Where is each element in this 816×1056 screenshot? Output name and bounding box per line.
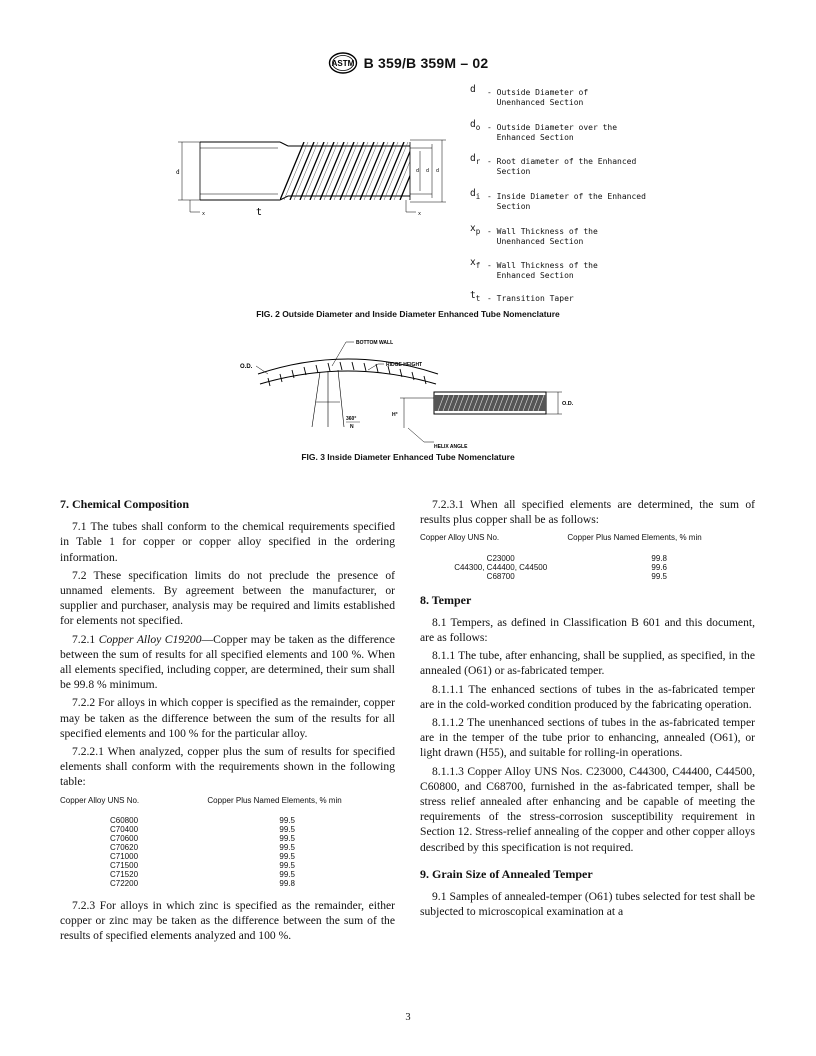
para-7-2-2-1: 7.2.2.1 When analyzed, copper plus the sum of results for specified elements shall conform with the requirements shown in the following table:: [60, 745, 395, 789]
legend-symbol-sub: o: [475, 122, 481, 132]
dr-label: d: [426, 168, 430, 174]
legend-symbol-base: d: [470, 188, 476, 199]
para-7-2-1: [60, 632, 395, 693]
ridge-height-label: RIDGE HEIGHT: [386, 362, 423, 368]
d-label: d: [176, 169, 180, 176]
value-cell: 99.6: [651, 562, 667, 572]
value-cell: 99.5: [651, 571, 667, 581]
legend-symbol-base: x: [470, 223, 476, 234]
legend-text: - Outside Diameter of Unenhanced Section: [487, 88, 589, 107]
alloy-cell: C71500: [110, 860, 139, 870]
astm-logo-icon: [328, 52, 358, 74]
legend-symbol-base: d: [470, 84, 476, 95]
alloy-cell: C71000: [110, 851, 139, 861]
table-row: [420, 554, 755, 563]
table-row: [60, 843, 395, 852]
table-row: [60, 870, 395, 879]
alloy-cell: C44300, C44400, C44500: [454, 562, 548, 572]
alloy-cell: C71520: [110, 869, 139, 879]
value-cell: 99.8: [651, 553, 667, 563]
para-7-1: 7.1 The tubes shall conform to the chemical requirements specified in Table 1 for copper or copper alloy specified in the ordering information.: [60, 520, 395, 564]
alloy-cell: C60800: [110, 815, 139, 825]
bottom-wall-label: BOTTOM WALL: [356, 340, 394, 346]
table-row: [60, 852, 395, 861]
legend-symbol-sub: t: [475, 293, 481, 303]
para-8-1-1-3: 8.1.1.3 Copper Alloy UNS Nos. C23000, C44300, C44400, C44500, C60800, and C68700, furnished in the as-fabricated temper, shall be stress relief annealed after enhancing and be capable of meeting the requirements of the stress-corrosion susceptibility requirement in Section 12. Stress-relief annealing of the copper and other copper alloys described by this specification is not required.: [420, 764, 755, 854]
xf-label: x: [418, 211, 422, 217]
standard-designation: B 359/B 359M – 02: [363, 55, 489, 71]
legend-symbol: [470, 154, 480, 167]
table2-header-cu: Copper Plus Named Elements, % min: [567, 533, 702, 543]
table-row: [420, 572, 755, 581]
para-8-1-1-2: 8.1.1.2 The unenhanced sections of tubes in the as-fabricated temper are in the temper of the tube prior to enhancing, annealed (O61), or light drawn (H55), and suitable for rolling-in operations.: [420, 716, 755, 760]
para-7-2-1-italic: Copper Alloy C19200: [98, 632, 202, 646]
table-row: [60, 834, 395, 843]
value-cell: 99.5: [279, 815, 295, 825]
table-copper-alloys-2: [420, 530, 755, 580]
para-7-2-1-num: 7.2.1: [72, 632, 99, 646]
h-label: H°: [392, 412, 398, 418]
alloy-cell: C23000: [486, 553, 515, 563]
helix-angle-label: HELIX ANGLE: [434, 444, 468, 450]
page-number: 3: [405, 1012, 411, 1023]
legend-text: - Outside Diameter over the Enhanced Section: [487, 123, 618, 142]
legend-symbol-sub: f: [475, 260, 481, 270]
fig3-od-right-label: O.D.: [562, 401, 574, 407]
legend-symbol: [470, 85, 476, 98]
table-copper-alloys-1: [60, 793, 395, 888]
table-row: [420, 563, 755, 572]
alloy-cell: C72200: [110, 878, 139, 888]
legend-symbol: [470, 291, 480, 304]
value-cell: 99.5: [279, 842, 295, 852]
table-row: [60, 861, 395, 870]
legend-symbol-base: t: [470, 290, 476, 301]
para-8-1: 8.1 Tempers, as defined in Classification B 601 and this document, are as follows:: [420, 615, 755, 645]
legend-symbol-base: d: [470, 119, 476, 130]
legend-text: - Wall Thickness of the Enhanced Section: [487, 261, 598, 280]
do-label: d: [436, 168, 440, 174]
table1-header-cu: Copper Plus Named Elements, % min: [207, 795, 342, 805]
legend-symbol: [470, 258, 480, 271]
xp-label: x: [202, 211, 206, 217]
fig3-caption: FIG. 3 Inside Diameter Enhanced Tube Nomenclature: [301, 452, 515, 462]
alloy-cell: C70600: [110, 833, 139, 843]
value-cell: 99.8: [279, 878, 295, 888]
di-label: d: [416, 168, 420, 174]
tt-label: t: [256, 207, 263, 218]
alloy-cell: C68700: [486, 571, 515, 581]
table1-header-uns: Copper Alloy UNS No.: [60, 795, 140, 805]
para-8-1-1-1: 8.1.1.1 The enhanced sections of tubes in the as-fabricated temper are in the cold-worked condition produced by the fabricating operation.: [420, 682, 755, 711]
legend-symbol-base: x: [470, 257, 476, 268]
legend-symbol-sub: i: [475, 191, 481, 201]
legend-text: - Transition Taper: [487, 294, 574, 303]
legend-symbol-base: d: [470, 153, 476, 164]
legend-symbol-sub: p: [475, 226, 481, 236]
legend-text: - Wall Thickness of the Unenhanced Section: [487, 227, 598, 246]
para-7-2-3: 7.2.3 For alloys in which zinc is specified as the remainder, either copper or zinc may be taken as the difference between the sum of the results of specified elements analyzed and 100 %.: [60, 898, 395, 943]
fig3-tube-diagram: [228, 332, 598, 452]
section-7-heading: 7. Chemical Composition: [60, 497, 189, 511]
angle-num-label: 360°: [346, 416, 357, 422]
value-cell: 99.5: [279, 851, 295, 861]
legend-symbol-sub: r: [475, 156, 481, 166]
fig3-od-left-label: O.D.: [240, 364, 253, 370]
table-row: [60, 879, 395, 888]
legend-text: - Inside Diameter of the Enhanced Section: [487, 192, 646, 211]
para-9-1: 9.1 Samples of annealed-temper (O61) tubes selected for test shall be subjected to microscopical examination at a: [420, 890, 755, 919]
value-cell: 99.5: [279, 860, 295, 870]
right-column: [420, 497, 755, 922]
para-7-2: 7.2 These specification limits do not preclude the presence of unnamed elements. By agreement between the manufacturer, or supplier and purchaser, analysis may be required and limits established for elements not specified.: [60, 568, 395, 628]
legend-symbol: [470, 120, 480, 133]
legend-symbol: [470, 189, 480, 202]
legend-symbol: [470, 224, 480, 237]
fig2-caption: FIG. 2 Outside Diameter and Inside Diameter Enhanced Tube Nomenclature: [256, 309, 560, 319]
value-cell: 99.5: [279, 824, 295, 834]
table-row: [60, 825, 395, 834]
para-7-2-2: 7.2.2 For alloys in which copper is specified as the remainder, copper may be taken as the difference between the sum of the results for all specified elements and 100 % for the particular alloy.: [60, 696, 395, 740]
legend-text: - Root diameter of the Enhanced Section: [487, 157, 637, 176]
value-cell: 99.5: [279, 869, 295, 879]
table-row: [60, 816, 395, 825]
section-8-heading: 8. Temper: [420, 592, 472, 607]
alloy-cell: C70620: [110, 842, 139, 852]
left-column: [60, 497, 395, 946]
svg-text:ASTM: ASTM: [331, 59, 354, 68]
page-header: [0, 52, 816, 74]
para-7-2-1-rest: —Copper may be taken as the difference between the sum of results for all specified elements and 100 %. When all elements specified, including copper, are determined, their sum shall be 99.8 % minimum.: [60, 632, 395, 692]
para-8-1-1: 8.1.1 The tube, after enhancing, shall be supplied, as specified, in the annealed (O61) or as-fabricated temper.: [420, 649, 755, 678]
value-cell: 99.5: [279, 833, 295, 843]
alloy-cell: C70400: [110, 824, 139, 834]
para-7-2-3-1: 7.2.3.1 When all specified elements are determined, the sum of results plus copper shall be as follows:: [420, 498, 755, 527]
angle-den-label: N: [350, 424, 354, 430]
table2-header-uns: Copper Alloy UNS No.: [420, 533, 500, 543]
section-9-heading: 9. Grain Size of Annealed Temper: [420, 866, 593, 881]
